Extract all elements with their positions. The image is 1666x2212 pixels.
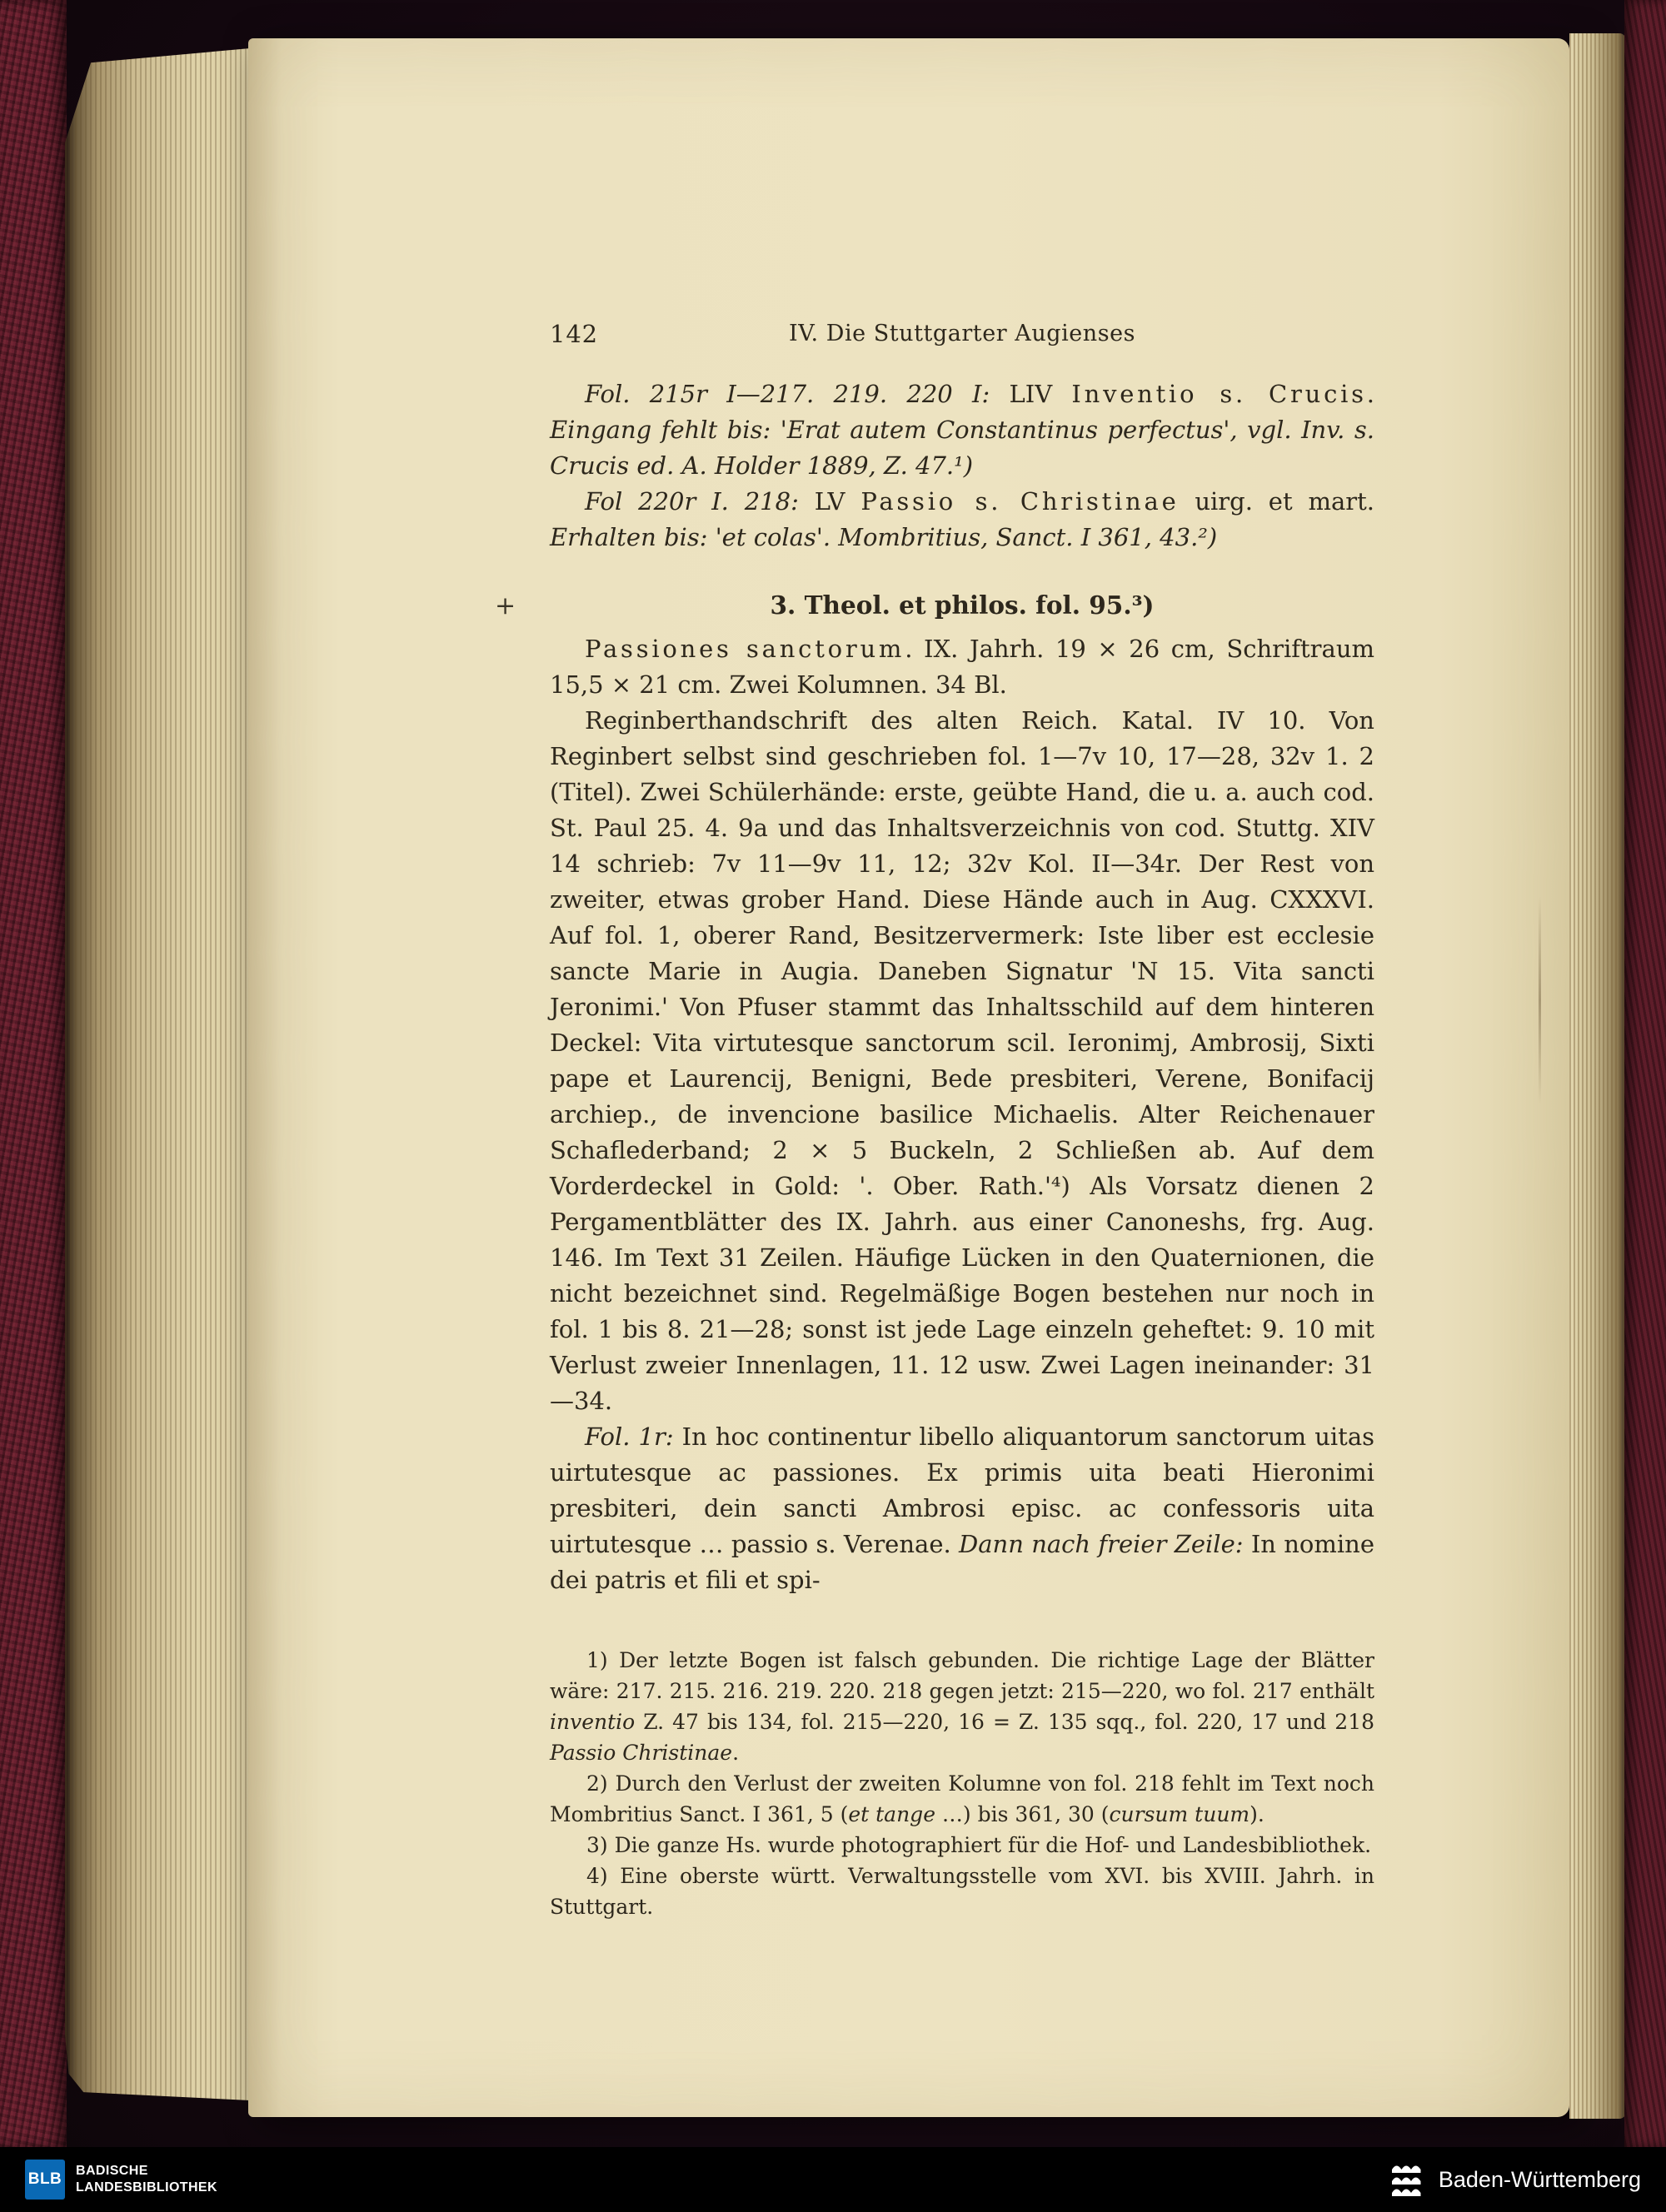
text-segment: 1) Der letzte Bogen ist falsch gebunden. Die richtige Lage der Blätter wäre: 217. 215. 216. 219. 220. 218 gegen jetzt: 215—220, wo fol. 217 enthält <box>550 1648 1374 1703</box>
text-segment: . <box>732 1741 740 1765</box>
paragraph <box>550 631 1374 703</box>
paragraph <box>550 484 1374 555</box>
text-segment: ). <box>1250 1802 1264 1826</box>
footnote <box>550 1830 1374 1861</box>
blb-line2: LANDESBIBLIOTHEK <box>76 2180 217 2195</box>
text-segment: inventio <box>550 1710 636 1734</box>
page-crease <box>1539 896 1541 1104</box>
text-segment: 3) Die ganze Hs. wurde photographiert für die Hof- und Landesbibliothek. <box>586 1833 1372 1857</box>
text-segment: In nomine dei patris et fili et spi- <box>550 1530 1375 1594</box>
text-segment: cursum tuum <box>1109 1802 1250 1826</box>
blb-line1: BADISCHE <box>76 2164 148 2178</box>
bw-logo-group <box>1389 2160 1641 2199</box>
page-number: 142 <box>550 320 598 348</box>
page-edges-left <box>65 48 250 2100</box>
paragraph <box>550 703 1374 1419</box>
book-cover-left <box>0 0 67 2147</box>
text-segment: Erhalten bis: 'et colas'. Mombritius, Sanct. I 361, 43.²) <box>550 523 1218 551</box>
text-segment: 4) Eine oberste württ. Verwaltungsstelle vom XVI. bis XVIII. Jahrh. in Stuttgart. <box>550 1864 1374 1919</box>
running-title: IV. Die Stuttgarter Augienses <box>788 321 1136 346</box>
text-segment: Z. 47 bis 134, fol. 215—220, 16 = Z. 135 sqq., fol. 220, 17 und 218 <box>635 1710 1374 1734</box>
section-heading <box>495 587 1374 623</box>
text-segment: In hoc continentur libello aliquantorum sanctorum uitas uirtutesque ac passiones. Ex primis uita beati Hieronimi presbiteri, dein sancti Ambrosi episc. ac confessoris uita uirtutesque … passio s. Verenae. <box>550 1422 1374 1558</box>
section-heading-text: 3. Theol. et philos. fol. 95.³) <box>770 590 1155 620</box>
text-segment: LV <box>814 487 861 516</box>
page-header <box>550 318 1374 353</box>
text-segment: Fol. 215r I—217. 219. 220 I: <box>585 380 1010 408</box>
text-segment: Inventio s. Crucis <box>1071 380 1367 408</box>
text-segment: Passio s. Christinae <box>860 487 1180 516</box>
text-segment: Reginberthandschrift des alten Reich. Katal. IV 10. Von Reginbert selbst sind geschrieben fol. 1—7v 10, 17—28, 32v 1. 2 (Titel). Zwei Schülerhände: erste, geübte Hand, die u. a. auch cod. St. Paul 25. 4. 9a und das Inhaltsverzeichnis von cod. Stuttg. XIV 14 schrieb: 7v 11—9v 11, 12; 32v Kol. II—34r. Der Rest von zweiter, etwas grober Hand. Diese Hände auch in Aug. CXXXVI. Auf fol. 1, oberer Rand, Besitzervermerk: Iste liber est ecclesie sancte Marie in Augia. Daneben Signatur 'N 15. Vita sancti Jeronimi.' Von Pfuser stammt das Inhaltsschild auf dem hinteren Deckel: Vita virtutesque sanctorum scil. Ieronimj, Ambrosij, Sixti pape et Laurencij, Benigni, Bede presbiteri, Verene, Bonifacij archiep., de invencione basilice Michaelis. Alter Reichenauer Schaflederband; 2 × 5 Buckeln, 2 Schließen ab. Auf dem Vorderdeckel in Gold: '. Ober. Rath.'⁴) Als Vorsatz dienen 2 Pergamentblätter des IX. Jahrh. aus einer Canoneshs, frg. Aug. 146. Im Text 31 Zeilen. Häufige Lücken in den Quaternionen, die nicht bezeichnet sind. Regelmäßige Bogen bestehen nur noch in fol. 1 bis 8. 21—28; sonst ist jede Lage einzeln geheftet: 9. 10 mit Verlust zweier Innenlagen, 11. 12 usw. Zwei Lagen ineinander: 31—34. <box>550 706 1374 1415</box>
blb-logo-icon: BLB <box>25 2160 65 2200</box>
text-segment: et tange <box>848 1802 935 1826</box>
bw-label: Baden-Württemberg <box>1438 2166 1641 2192</box>
book-page <box>248 38 1569 2117</box>
book-cover-right <box>1624 0 1666 2147</box>
text-segment: Fol 220r I. 218: <box>585 487 815 516</box>
text-segment: Passiones sanctorum <box>585 635 905 663</box>
margin-plus-mark: + <box>495 591 516 620</box>
page-text-block <box>495 38 1375 2117</box>
bw-coat-of-arms-icon <box>1389 2160 1427 2199</box>
paragraph <box>550 376 1374 484</box>
paragraph <box>550 1419 1374 1598</box>
text-segment: Passio Christinae <box>550 1741 733 1765</box>
text-segment: LIV <box>1009 380 1072 408</box>
footnotes <box>550 1645 1374 1922</box>
footnote <box>550 1861 1374 1922</box>
text-segment: …) bis 361, 30 ( <box>935 1802 1110 1826</box>
footnote <box>550 1645 1374 1768</box>
viewer-footer-bar <box>0 2147 1666 2212</box>
text-segment: Eingang fehlt bis: 'Erat autem Constantinus perfectus', vgl. Inv. s. Crucis ed. A. Holder 1889, Z. 47.¹) <box>550 416 1374 480</box>
footnote <box>550 1768 1374 1830</box>
blb-logo-text <box>76 2163 217 2196</box>
text-segment: Dann nach freier Zeile: <box>959 1530 1251 1558</box>
body-text <box>495 376 1375 1922</box>
text-segment: . <box>1366 380 1375 408</box>
text-segment: . IX. Jahrh. 19 × 26 cm, Schriftraum 15,5 × 21 cm. Zwei Kolumnen. 34 Bl. <box>550 635 1374 699</box>
text-segment: uirg. et mart. <box>1179 487 1375 516</box>
page-edge-right <box>1569 33 1626 2119</box>
text-segment: 2) Durch den Verlust der zweiten Kolumne von fol. 218 fehlt im Text noch Mombritius Sanct. I 361, 5 ( <box>550 1771 1374 1826</box>
blb-logo-group <box>25 2160 217 2200</box>
text-segment: Fol. 1r: <box>585 1422 682 1451</box>
